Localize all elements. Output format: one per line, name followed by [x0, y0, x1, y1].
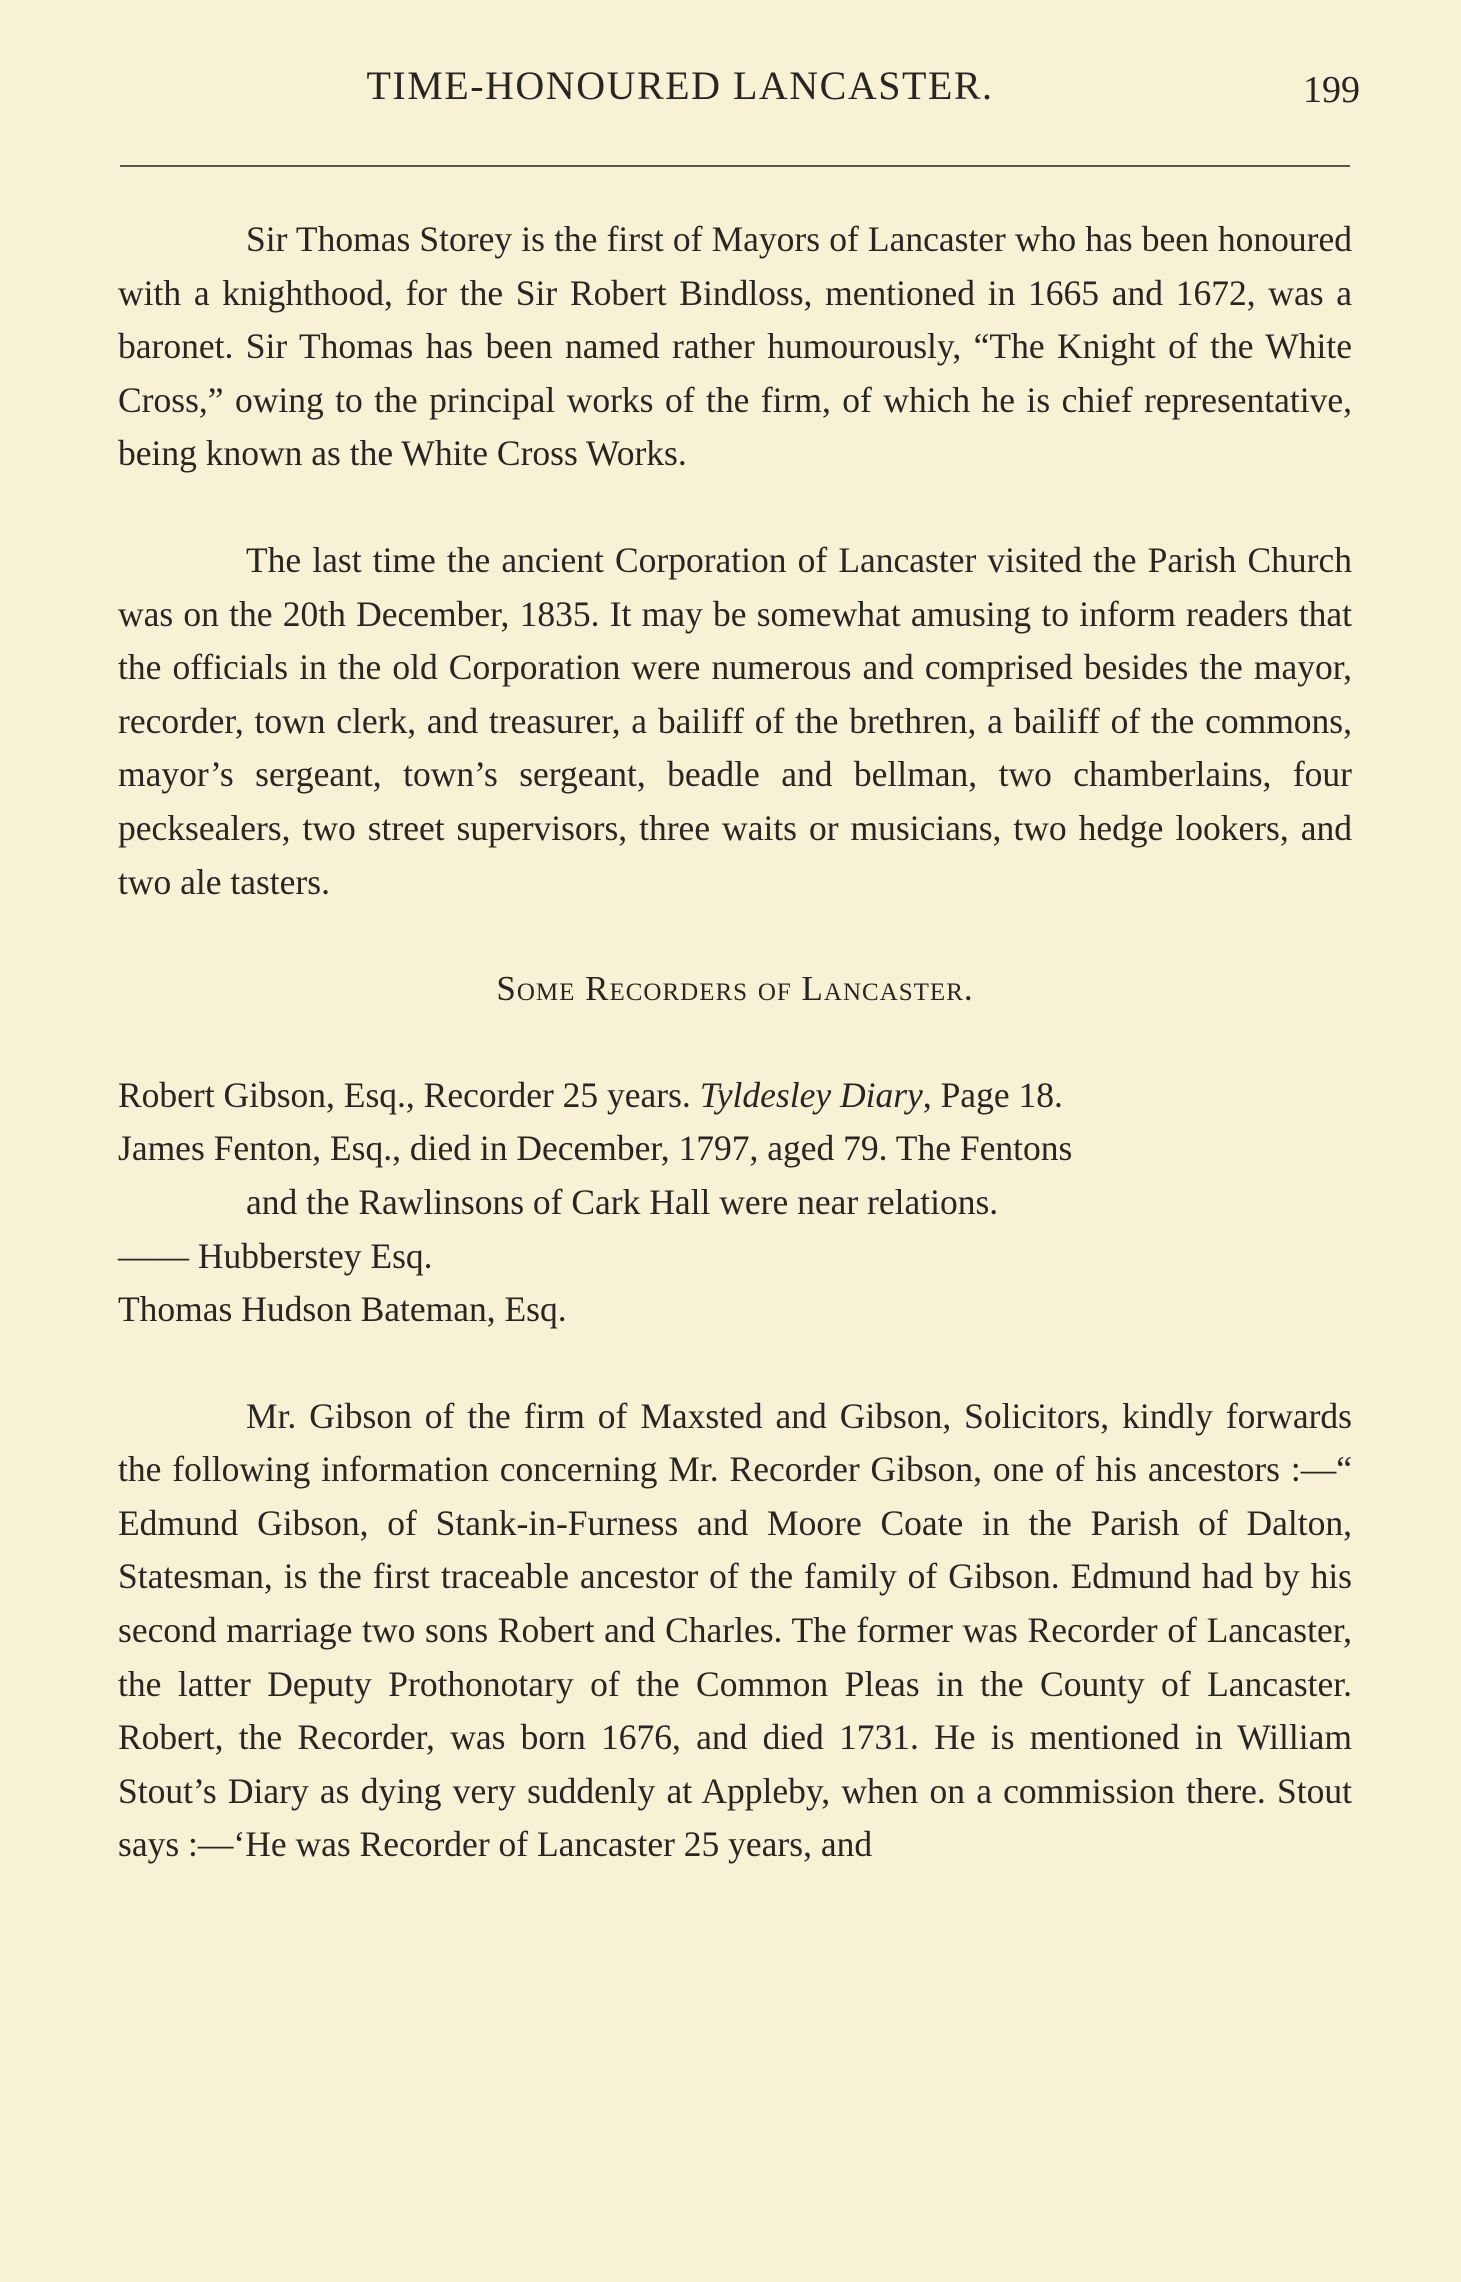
page-number: 199 — [1303, 69, 1360, 111]
paragraph-storey-knighthood: Sir Thomas Storey is the first of Mayors of Lancaster who has been honoured with a knighthood, for the Sir Robert Bindloss, mentioned in 1665 and 1672, was a baronet. Sir Thomas has been named rather humourously, “The Knight of the White Cross,” owing to the principal works of the firm, of which he is chief representative, being known as the White Cross Works. — [118, 219, 1352, 474]
recorder-source-title: Tyldesley Diary — [699, 1074, 923, 1115]
recorders-list — [118, 1069, 1352, 1337]
recorder-entry — [118, 1230, 1352, 1284]
paragraph-gap — [118, 909, 1352, 962]
paragraph-gibson-ancestry: Mr. Gibson of the firm of Maxsted and Gibson, Solicitors, kindly forwards the following information concerning Mr. Recorder Gibson, one of his ancestors :—“ Edmund Gibson, of Stank-in-Furness and Moore Coate in the Parish of Dalton, Statesman, is the first traceable ancestor of the family of Gibson. Edmund had by his second marriage two sons Robert and Charles. The former was Recorder of Lancaster, the latter Deputy Prothonotary of the Common Pleas in the County of Lancaster. Robert, the Recorder, was born 1676, and died 1731. He is mentioned in William Stout’s Diary as dying very suddenly at Appleby, when on a commission there. Stout says :—‘He was Recorder of Lancaster 25 years, and — [118, 1395, 1352, 1865]
recorder-entry-text: —— Hubberstey Esq. — [118, 1235, 433, 1276]
recorder-entry — [118, 1069, 1352, 1123]
paragraph-gap — [118, 1337, 1352, 1390]
paragraph-ancient-corporation: The last time the ancient Corporation of Lancaster visited the Parish Church was on the 20th December, 1835. It may be somewhat amusing to inform readers that the officials in the old Corporation were numerous and comprised besides the mayor, recorder, town clerk, and treasurer, a bailiff of the brethren, a bailiff of the commons, mayor’s sergeant, town’s sergeant, beadle and bellman, two chamberlains, four pecksealers, two street supervisors, three waits or musicians, two hedge lookers, and two ale tasters. — [118, 539, 1352, 902]
page-content — [118, 213, 1352, 1872]
header-rule — [120, 165, 1350, 167]
page-header — [120, 62, 1360, 122]
recorder-entry — [118, 1122, 1352, 1176]
running-title: TIME-HONOURED LANCASTER. — [366, 63, 994, 108]
recorder-entry-text: and the Rawlinsons of Cark Hall were near relations. — [246, 1181, 999, 1222]
section-heading: Some Recorders of Lancaster. — [496, 969, 974, 1009]
paragraph-gap — [118, 1016, 1352, 1069]
paragraph-gap — [118, 481, 1352, 534]
recorder-source-page: , Page 18. — [922, 1074, 1063, 1115]
recorder-entry-text: Thomas Hudson Bateman, Esq. — [118, 1289, 567, 1330]
recorder-entry-continuation — [118, 1176, 1352, 1230]
recorder-entry-text: Robert Gibson, Esq., Recorder 25 years. — [118, 1074, 691, 1115]
recorder-entry — [118, 1283, 1352, 1337]
recorder-entry-text: James Fenton, Esq., died in December, 1797, aged 79. The Fentons — [118, 1128, 1073, 1169]
